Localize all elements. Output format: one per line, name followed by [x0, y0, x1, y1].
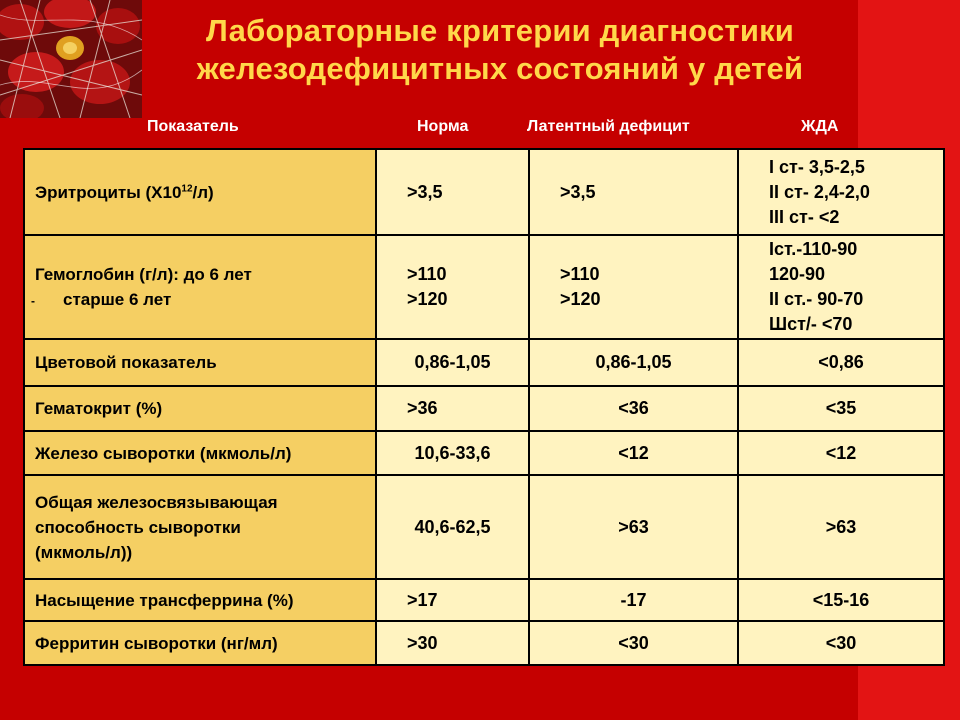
table-row: [24, 386, 944, 431]
row-name: Ферритин сыворотки (нг/мл): [24, 621, 376, 665]
slide-title: [150, 12, 850, 88]
cell-jda: <12: [738, 431, 944, 475]
jda-line: II ст.- 90-70: [769, 289, 864, 309]
latent-line: >120: [560, 289, 601, 309]
table-row: [24, 431, 944, 475]
cell-jda: <35: [738, 386, 944, 431]
table-row: [24, 339, 944, 386]
cell-norm: 40,6-62,5: [376, 475, 529, 579]
cell-jda: >63: [738, 475, 944, 579]
table-row: [24, 475, 944, 579]
cell-norm: [376, 235, 529, 339]
cell-norm: 0,86-1,05: [376, 339, 529, 386]
row-name: Насыщение трансферрина (%): [24, 579, 376, 621]
column-header-norm: Норма: [417, 118, 469, 135]
cell-jda: <15-16: [738, 579, 944, 621]
jda-line: Iст.-110-90: [769, 239, 858, 259]
cell-latent: <12: [529, 431, 738, 475]
jda-line: I ст- 3,5-2,5: [769, 156, 865, 177]
row-name-unit: /л): [192, 182, 214, 202]
cell-latent: [529, 235, 738, 339]
blood-cells-image: [0, 0, 142, 118]
row-name-superscript: 12: [181, 182, 193, 194]
norm-line: >120: [407, 289, 448, 309]
row-name-line: Общая железосвязывающая: [35, 492, 278, 512]
cell-norm: >3,5: [376, 149, 529, 235]
cell-jda: <30: [738, 621, 944, 665]
jda-line: 120-90: [769, 264, 826, 284]
title-line-2: железодефицитных состояний у детей: [196, 51, 804, 86]
row-name-tibc: [24, 475, 376, 579]
jda-line: II ст- 2,4-2,0: [769, 181, 870, 202]
cell-norm: >17: [376, 579, 529, 621]
latent-line: >110: [560, 264, 600, 284]
cell-latent: >3,5: [529, 149, 738, 235]
criteria-table: [23, 148, 945, 666]
cell-norm: 10,6-33,6: [376, 431, 529, 475]
cell-latent: <30: [529, 621, 738, 665]
column-header-latent: Латентный дефицит: [527, 118, 690, 135]
cell-latent: 0,86-1,05: [529, 339, 738, 386]
table-row: [24, 621, 944, 665]
cell-norm: >30: [376, 621, 529, 665]
row-name-line: (мкмоль/л)): [35, 542, 133, 562]
jda-line: Шст/- <70: [769, 314, 853, 334]
row-name-text: Эритроциты (Х10: [35, 182, 182, 202]
row-name-line: Гемоглобин (г/л): до 6 лет: [35, 265, 252, 284]
cell-jda: [738, 149, 944, 235]
column-header-jda: ЖДА: [801, 118, 839, 135]
cell-latent: >63: [529, 475, 738, 579]
bullet-mark: -: [31, 294, 35, 308]
norm-line: >110: [407, 264, 447, 284]
row-name: Железо сыворотки (мкмоль/л): [24, 431, 376, 475]
cell-jda: [738, 235, 944, 339]
row-name: Гематокрит (%): [24, 386, 376, 431]
row-name-line: старше 6 лет: [63, 290, 172, 309]
row-name-line: способность сыворотки: [35, 517, 241, 537]
jda-line: III ст- <2: [769, 206, 840, 227]
row-name-hemoglobin: [24, 235, 376, 339]
row-name-erythrocytes: [24, 149, 376, 235]
table-row: [24, 579, 944, 621]
title-line-1: Лабораторные критерии диагностики: [205, 13, 795, 48]
cell-jda: <0,86: [738, 339, 944, 386]
cell-latent: -17: [529, 579, 738, 621]
table-row: [24, 235, 944, 339]
row-name: Цветовой показатель: [24, 339, 376, 386]
table-row: [24, 149, 944, 235]
cell-norm: >36: [376, 386, 529, 431]
cell-latent: <36: [529, 386, 738, 431]
column-header-indicator: Показатель: [147, 118, 239, 135]
